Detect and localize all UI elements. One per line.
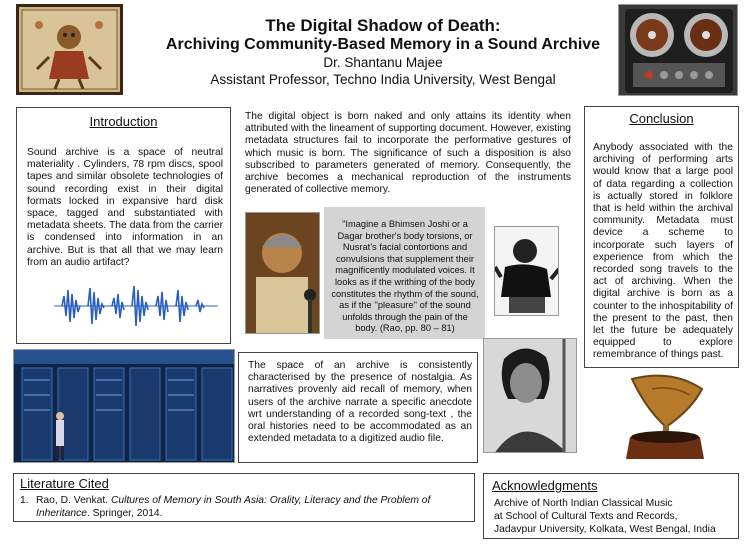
literature-heading: Literature Cited xyxy=(20,476,109,491)
woman-singer-photo-image xyxy=(483,338,577,453)
gramophone-image xyxy=(612,369,718,465)
author-name: Dr. Shantanu Majee xyxy=(323,55,443,70)
quote-box xyxy=(324,207,485,339)
author-affiliation: Assistant Professor, Techno India University, West Bengal xyxy=(210,72,556,87)
middle-top-text: The digital object is born naked and only attains its identity when attributed with the lineament of supporting document. However, existing metadata structures fail to incorporate the performative gestures of which music is born. The significance of such a disposition is also subscribed to parameters generated of memory. Consequently, the archive becomes a mechanical reproduction of the instruments generated of collective memory. xyxy=(245,111,571,196)
literature-item-number: 1. xyxy=(20,495,29,506)
literature-publisher: . Springer, 2014. xyxy=(86,508,163,519)
literature-item xyxy=(36,494,466,520)
literature-title: Cultures of Memory in South Asia: Orality, Literacy and the Problem of Inheritance xyxy=(36,495,431,519)
singer-photo-image xyxy=(245,212,320,334)
conclusion-heading: Conclusion xyxy=(629,111,694,126)
introduction-panel xyxy=(16,107,231,344)
acknowledgments-line3: Jadavpur University, Kolkata, West Bengal, India xyxy=(494,524,716,535)
qawwali-singer-photo-image xyxy=(494,226,559,316)
acknowledgments-line1: Archive of North Indian Classical Music xyxy=(494,498,673,509)
acknowledgments-panel xyxy=(483,473,739,539)
middle-top-panel xyxy=(237,107,579,203)
middle-bottom-text: The space of an archive is consistently characterised by the presence of nostalgia. As narratives provenly aid recall of memory, when users of the archive narrate a specific anecdote wrt understanding of a recorded song-text , the oral histories need to be accommodated as an extended metadata to a digitized audio file. xyxy=(248,360,472,445)
literature-panel xyxy=(13,473,475,522)
conclusion-panel xyxy=(584,106,739,368)
poster-title-line2: Archiving Community-Based Memory in a Sound Archive xyxy=(165,36,601,53)
acknowledgments-text xyxy=(494,497,738,536)
folk-painting-image xyxy=(16,4,123,95)
conclusion-text: Anybody associated with the archiving of performing arts would know that a large pool of data regarding a collection is actually stored in folklore that is held within the archival community. Metadata must device a scheme to incorporate such layers of experience from which the recorded song travels to the act of archiving. When the digital archive is born as a counter to the inhospitability of the present to the past, then let the future be adequately equipped to explore remembrance of things past. xyxy=(593,142,733,361)
audio-waveform-image xyxy=(54,282,218,330)
acknowledgments-line2: at School of Cultural Texts and Records, xyxy=(494,511,678,522)
server-room-image xyxy=(13,349,235,463)
literature-author: Rao, D. Venkat. xyxy=(36,495,109,506)
acknowledgments-heading: Acknowledgments xyxy=(492,478,598,493)
reel-to-reel-tape-image xyxy=(618,4,738,96)
middle-bottom-panel xyxy=(238,352,478,463)
poster-title-line1: The Digital Shadow of Death: xyxy=(265,16,501,35)
quote-text: "Imagine a Bhimsen Joshi or a Dagar brother's body torsions, or Nusrat's facial contortions and convulsions that supplement their magnificently modulated voices. It looks as if the writhing of the body constitutes the rhythm of the sound, as if the ''pleasure'' of the sound unfolds through the pain of the body. (Rao, pp. 80 – 81) xyxy=(331,219,479,334)
introduction-text: Sound archive is a space of neutral materiality . Cylinders, 78 rpm discs, spool tapes and similar obsolete technologies of sound recording exist in their digital formats locked in expansive hard disk space, tagged and substantiated with metadata sheets. The data from the carrier is condensed into information in an archive. But is that all that we may learn from an audio artifact? xyxy=(27,147,223,268)
introduction-heading: Introduction xyxy=(89,114,158,129)
